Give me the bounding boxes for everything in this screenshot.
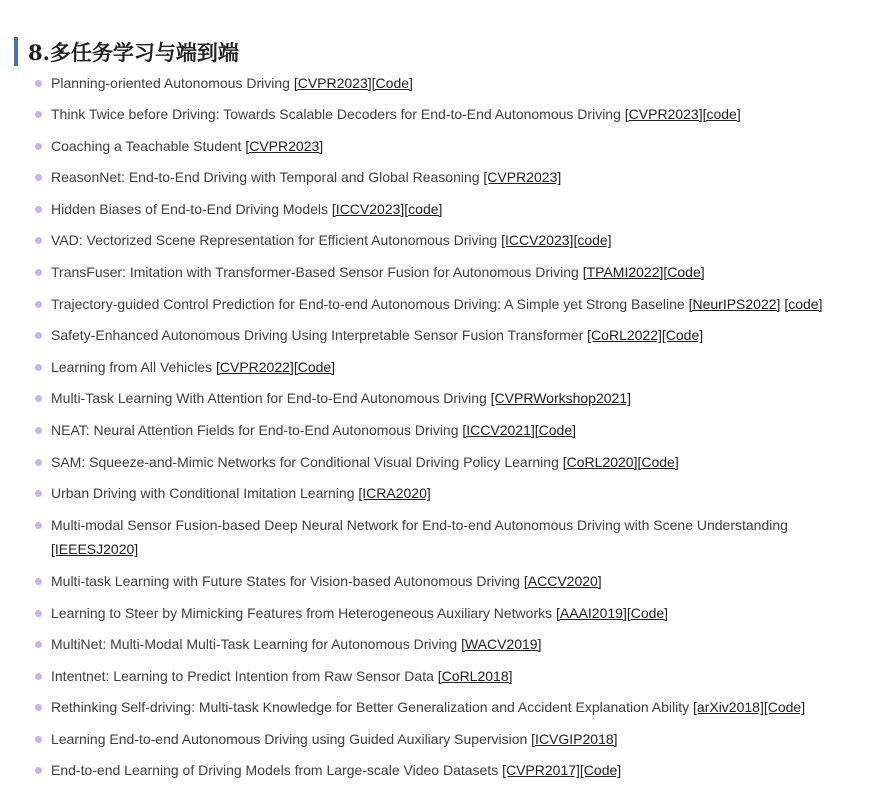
paper-title: VAD: Vectorized Scene Representation for Efficient Autonomous Driving [51, 232, 498, 249]
list-item [0, 755, 882, 787]
paper-title: Rethinking Self-driving: Multi-task Knowledge for Better Generalization and Accident Explanation Ability [51, 699, 690, 716]
list-item [0, 415, 882, 447]
bullet-icon [35, 427, 42, 434]
bullet-icon [35, 143, 42, 150]
venue-link[interactable]: [CVPRWorkshop2021] [490, 390, 632, 407]
bullet-icon [35, 578, 42, 585]
venue-link[interactable]: [ICCV2023] [501, 232, 574, 249]
list-item [0, 478, 882, 510]
bullet-icon [35, 111, 42, 118]
paper-title: Trajectory-guided Control Prediction for End-to-end Autonomous Driving: A Simple yet Strong Baseline [51, 295, 685, 312]
bullet-icon [35, 395, 42, 402]
venue-link[interactable]: [arXiv2018] [693, 699, 764, 716]
list-item [0, 351, 882, 383]
code-link[interactable]: [Code] [763, 699, 806, 716]
venue-link[interactable]: [ICVGIP2018] [531, 730, 618, 747]
venue-link[interactable]: [NeurIPS2022] [688, 295, 781, 312]
paper-title: Think Twice before Driving: Towards Scalable Decoders for End-to-End Autonomous Driving [51, 106, 621, 123]
bullet-icon [35, 610, 42, 617]
list-item [0, 193, 882, 225]
venue-link[interactable]: [CoRL2020] [562, 453, 638, 470]
list-item [0, 99, 882, 131]
code-link[interactable]: [code] [573, 232, 612, 249]
paper-list [0, 67, 882, 787]
paper-title: Intentnet: Learning to Predict Intention from Raw Sensor Data [51, 667, 434, 684]
list-item [0, 320, 882, 352]
list-item [0, 67, 882, 99]
list-item [0, 130, 882, 162]
bullet-icon [35, 237, 42, 244]
paper-title: Planning-oriented Autonomous Driving [51, 74, 290, 91]
venue-link[interactable]: [ICCV2023] [331, 200, 405, 217]
venue-link[interactable]: [CVPR2023] [245, 137, 324, 154]
code-link[interactable]: [Code] [661, 327, 704, 344]
list-item [0, 446, 882, 478]
venue-link[interactable]: [CVPR2022] [215, 358, 294, 375]
venue-link[interactable]: [ACCV2020] [523, 572, 602, 589]
list-item [0, 629, 882, 661]
paper-title: Learning End-to-end Autonomous Driving using Guided Auxiliary Supervision [51, 730, 528, 747]
list-item [0, 660, 882, 692]
bullet-icon [35, 364, 42, 371]
venue-link[interactable]: [CVPR2023] [624, 106, 703, 123]
paper-title: Multi-Task Learning With Attention for End-to-End Autonomous Driving [51, 390, 487, 407]
paper-title: Urban Driving with Conditional Imitation Learning [51, 485, 355, 502]
bullet-icon [35, 736, 42, 743]
bullet-icon [35, 490, 42, 497]
bullet-icon [35, 269, 42, 276]
list-item [0, 509, 882, 565]
section-heading: 8.多任务学习与端到端 [14, 37, 239, 66]
bullet-icon [35, 673, 42, 680]
code-link[interactable]: [code] [404, 200, 443, 217]
venue-link[interactable]: [ICCV2021] [462, 422, 535, 439]
code-link[interactable]: [Code] [293, 358, 336, 375]
code-link[interactable]: [Code] [534, 422, 577, 439]
venue-link[interactable]: [WACV2019] [461, 636, 542, 653]
venue-link[interactable]: [IEEESJ2020] [51, 541, 139, 558]
list-item [0, 162, 882, 194]
list-item [0, 597, 882, 629]
bullet-icon [35, 332, 42, 339]
list-item [0, 288, 882, 320]
paper-title: Multi-modal Sensor Fusion-based Deep Neural Network for End-to-end Autonomous Driving with Scene Understanding [51, 516, 788, 533]
venue-link[interactable]: [CoRL2022] [587, 327, 662, 344]
paper-title: Learning to Steer by Mimicking Features from Heterogeneous Auxiliary Networks [51, 604, 553, 621]
venue-link[interactable]: [CVPR2023] [293, 74, 372, 91]
code-link[interactable]: [code] [784, 295, 823, 312]
venue-link[interactable]: [CVPR2017] [502, 762, 580, 779]
paper-title: Hidden Biases of End-to-End Driving Models [51, 200, 329, 217]
paper-title: Coaching a Teachable Student [51, 137, 242, 154]
venue-link[interactable]: [ICRA2020] [358, 485, 431, 502]
bullet-icon [35, 206, 42, 213]
code-link[interactable]: [code] [702, 106, 741, 123]
paper-title: TransFuser: Imitation with Transformer-Based Sensor Fusion for Autonomous Driving [51, 264, 579, 281]
venue-link[interactable]: [CVPR2023] [483, 169, 562, 186]
list-item [0, 565, 882, 597]
venue-link[interactable]: [AAAI2019] [556, 604, 627, 621]
paper-title: MultiNet: Multi-Modal Multi-Task Learning for Autonomous Driving [51, 636, 458, 653]
bullet-icon [35, 704, 42, 711]
code-link[interactable]: [Code] [626, 604, 669, 621]
paper-title: NEAT: Neural Attention Fields for End-to-End Autonomous Driving [51, 422, 459, 439]
list-item [0, 257, 882, 289]
paper-title: Learning from All Vehicles [51, 358, 213, 375]
bullet-icon [35, 459, 42, 466]
paper-title: ReasonNet: End-to-End Driving with Temporal and Global Reasoning [51, 169, 480, 186]
bullet-icon [35, 767, 42, 774]
list-item [0, 225, 882, 257]
bullet-icon [35, 80, 42, 87]
paper-title: Safety-Enhanced Autonomous Driving Using Interpretable Sensor Fusion Transformer [51, 327, 584, 344]
venue-link[interactable]: [CoRL2018] [437, 667, 513, 684]
bullet-icon [35, 641, 42, 648]
paper-title: SAM: Squeeze-and-Mimic Networks for Conditional Visual Driving Policy Learning [51, 453, 559, 470]
paper-title: End-to-end Learning of Driving Models from Large-scale Video Datasets [51, 762, 499, 779]
code-link[interactable]: [Code] [371, 74, 413, 91]
list-item [0, 383, 882, 415]
list-item [0, 723, 882, 755]
bullet-icon [35, 301, 42, 308]
bullet-icon [35, 174, 42, 181]
venue-link[interactable]: [TPAMI2022] [582, 264, 664, 281]
code-link[interactable]: [Code] [579, 762, 622, 779]
bullet-icon [35, 522, 42, 529]
list-item [0, 692, 882, 724]
paper-title: Multi-task Learning with Future States for Vision-based Autonomous Driving [51, 572, 520, 589]
code-link[interactable]: [Code] [637, 453, 679, 470]
code-link[interactable]: [Code] [663, 264, 705, 281]
